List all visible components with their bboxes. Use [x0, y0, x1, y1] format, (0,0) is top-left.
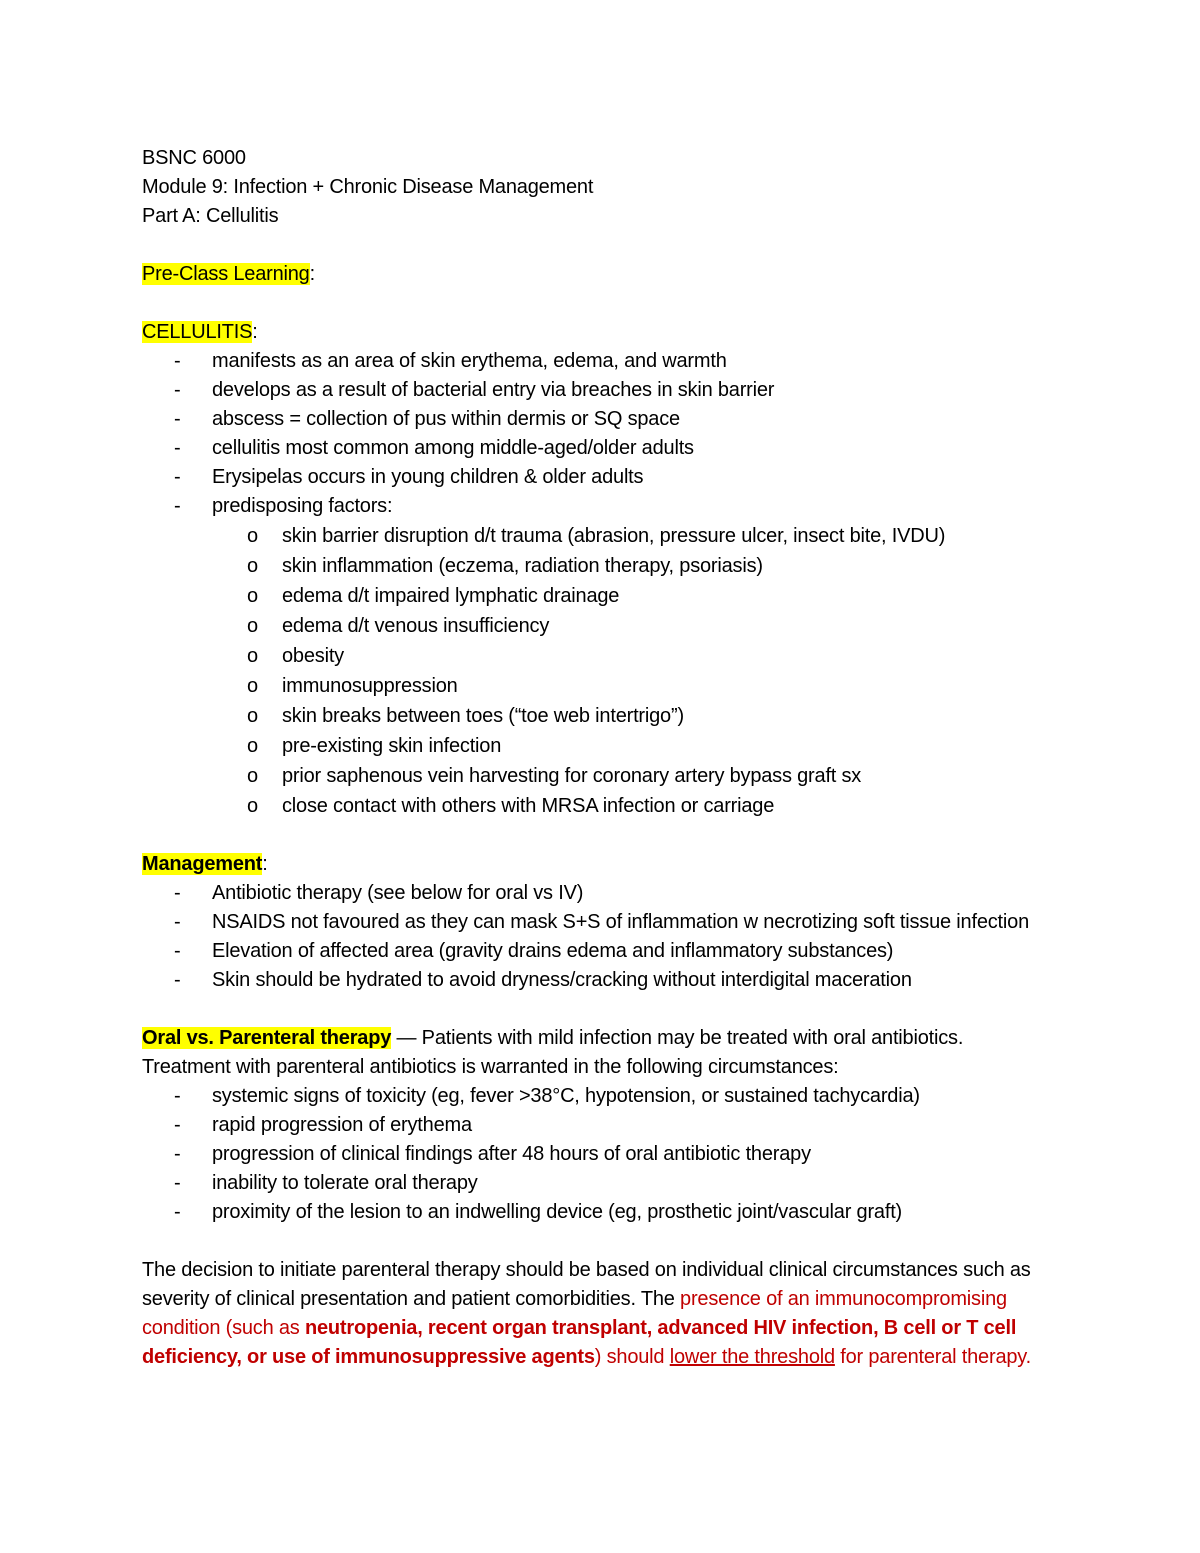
list-item	[142, 434, 1062, 463]
cellulitis-list	[142, 347, 1062, 521]
circle-marker: o	[247, 735, 258, 757]
sub-list-item	[142, 701, 1062, 731]
decision-red-text-2: ) should	[594, 1346, 670, 1368]
dash-marker: -	[174, 1114, 181, 1136]
decision-red-underlined-text: lower the threshold	[669, 1346, 835, 1368]
pre-class-label: Pre-Class Learning	[142, 263, 310, 285]
oral-vs-parenteral-intro-text: — Patients with mild infection may be treated with oral antibiotics.	[391, 1027, 964, 1049]
part-title: Part A: Cellulitis	[142, 205, 279, 227]
circle-marker: o	[247, 795, 258, 817]
list-item-text: Skin should be hydrated to avoid dryness/cracking without interdigital maceration	[212, 969, 912, 991]
predisposing-factors-list	[142, 521, 1062, 821]
sub-list-item	[142, 521, 1062, 551]
cellulitis-colon: :	[252, 321, 258, 343]
list-item	[142, 492, 1062, 521]
sub-list-item	[142, 731, 1062, 761]
spacer	[142, 289, 1062, 318]
list-item	[142, 879, 1062, 908]
dash-marker: -	[174, 437, 181, 459]
sub-list-item-text: edema d/t venous insufficiency	[282, 615, 550, 637]
sub-list-item-text: edema d/t impaired lymphatic drainage	[282, 585, 620, 607]
circle-marker: o	[247, 525, 258, 547]
list-item-text: proximity of the lesion to an indwelling device (eg, prosthetic joint/vascular graft)	[212, 1201, 903, 1223]
cellulitis-label: CELLULITIS	[142, 321, 253, 343]
management-colon: :	[262, 853, 268, 875]
sub-list-item	[142, 611, 1062, 641]
list-item-text: progression of clinical findings after 48 hours of oral antibiotic therapy	[212, 1143, 811, 1165]
sub-list-item	[142, 581, 1062, 611]
dash-marker: -	[174, 408, 181, 430]
sub-list-item	[142, 761, 1062, 791]
circle-marker: o	[247, 615, 258, 637]
list-item-text: rapid progression of erythema	[212, 1114, 472, 1136]
decision-red-text: presence of an immunocompromising condition (such as	[142, 1288, 1007, 1339]
dash-marker: -	[174, 1143, 181, 1165]
list-item	[142, 908, 1062, 937]
document-content	[142, 144, 1062, 1372]
list-item-text: cellulitis most common among middle-aged/older adults	[212, 437, 694, 459]
sub-list-item-text: obesity	[282, 645, 344, 667]
oral-vs-parenteral-label: Oral vs. Parenteral therapy	[142, 1027, 392, 1049]
dash-marker: -	[174, 350, 181, 372]
spacer	[142, 1227, 1062, 1256]
list-item-text: systemic signs of toxicity (eg, fever >38°C, hypotension, or sustained tachycardia)	[212, 1085, 920, 1107]
circle-marker: o	[247, 585, 258, 607]
decision-paragraph	[142, 1256, 1052, 1372]
list-item-text: inability to tolerate oral therapy	[212, 1172, 478, 1194]
sub-list-item-text: skin barrier disruption d/t trauma (abrasion, pressure ulcer, insect bite, IVDU)	[282, 525, 946, 547]
list-item	[142, 1111, 1062, 1140]
management-list	[142, 879, 1062, 995]
spacer	[142, 821, 1062, 850]
list-item-text: Erysipelas occurs in young children & older adults	[212, 466, 644, 488]
management-label: Management	[142, 853, 263, 875]
list-item	[142, 463, 1062, 492]
sub-list-item-text: skin inflammation (eczema, radiation therapy, psoriasis)	[282, 555, 763, 577]
dash-marker: -	[174, 882, 181, 904]
list-item	[142, 376, 1062, 405]
dash-marker: -	[174, 379, 181, 401]
list-item-text: abscess = collection of pus within dermis or SQ space	[212, 408, 680, 430]
list-item-text: develops as a result of bacterial entry via breaches in skin barrier	[212, 379, 775, 401]
cellulitis-heading	[142, 318, 1062, 347]
pre-class-colon: :	[309, 263, 315, 285]
dash-marker: -	[174, 466, 181, 488]
dash-marker: -	[174, 1085, 181, 1107]
list-item	[142, 966, 1062, 995]
sub-list-item-text: prior saphenous vein harvesting for coronary artery bypass graft sx	[282, 765, 862, 787]
module-title: Module 9: Infection + Chronic Disease Management	[142, 176, 594, 198]
list-item-text: Antibiotic therapy (see below for oral vs IV)	[212, 882, 584, 904]
sub-list-item-text: skin breaks between toes (“toe web intertrigo”)	[282, 705, 684, 727]
decision-red-text-3: for parenteral therapy.	[834, 1346, 1031, 1368]
list-item	[142, 405, 1062, 434]
sub-list-item-text: close contact with others with MRSA infection or carriage	[282, 795, 775, 817]
decision-red-bold-text: neutropenia, recent organ transplant, advanced HIV infection, B cell or T cell deficiency, or use of immunosuppressive agents	[142, 1317, 1017, 1368]
list-item	[142, 347, 1062, 376]
list-item-text: manifests as an area of skin erythema, edema, and warmth	[212, 350, 727, 372]
sub-list-item-text: pre-existing skin infection	[282, 735, 502, 757]
dash-marker: -	[174, 495, 181, 517]
sub-list-item	[142, 641, 1062, 671]
list-item-text: predisposing factors:	[212, 495, 393, 517]
list-item-text: Elevation of affected area (gravity drains edema and inflammatory substances)	[212, 940, 894, 962]
parenteral-criteria-list	[142, 1082, 1062, 1227]
circle-marker: o	[247, 555, 258, 577]
spacer	[142, 231, 1062, 260]
dash-marker: -	[174, 911, 181, 933]
circle-marker: o	[247, 645, 258, 667]
sub-list-item-text: immunosuppression	[282, 675, 458, 697]
list-item	[142, 1140, 1062, 1169]
spacer	[142, 995, 1062, 1024]
circle-marker: o	[247, 765, 258, 787]
circle-marker: o	[247, 675, 258, 697]
course-code: BSNC 6000	[142, 147, 246, 169]
oral-vs-parenteral-intro	[142, 1024, 1052, 1082]
sub-list-item	[142, 551, 1062, 581]
circle-marker: o	[247, 705, 258, 727]
dash-marker: -	[174, 969, 181, 991]
sub-list-item	[142, 791, 1062, 821]
list-item-text: NSAIDS not favoured as they can mask S+S of inflammation w necrotizing soft tissue infection	[212, 911, 1030, 933]
pre-class-heading	[142, 260, 1062, 289]
list-item	[142, 937, 1062, 966]
dash-marker: -	[174, 940, 181, 962]
management-heading	[142, 850, 1062, 879]
oral-vs-parenteral-intro-line2: Treatment with parenteral antibiotics is warranted in the following circumstances:	[142, 1056, 839, 1078]
list-item	[142, 1082, 1062, 1111]
dash-marker: -	[174, 1172, 181, 1194]
dash-marker: -	[174, 1201, 181, 1223]
decision-text: The decision to initiate parenteral therapy should be based on individual clinical circumstances such as severity of clinical presentation and patient comorbidities. The	[142, 1259, 1031, 1310]
list-item	[142, 1198, 1062, 1227]
sub-list-item	[142, 671, 1062, 701]
list-item	[142, 1169, 1062, 1198]
